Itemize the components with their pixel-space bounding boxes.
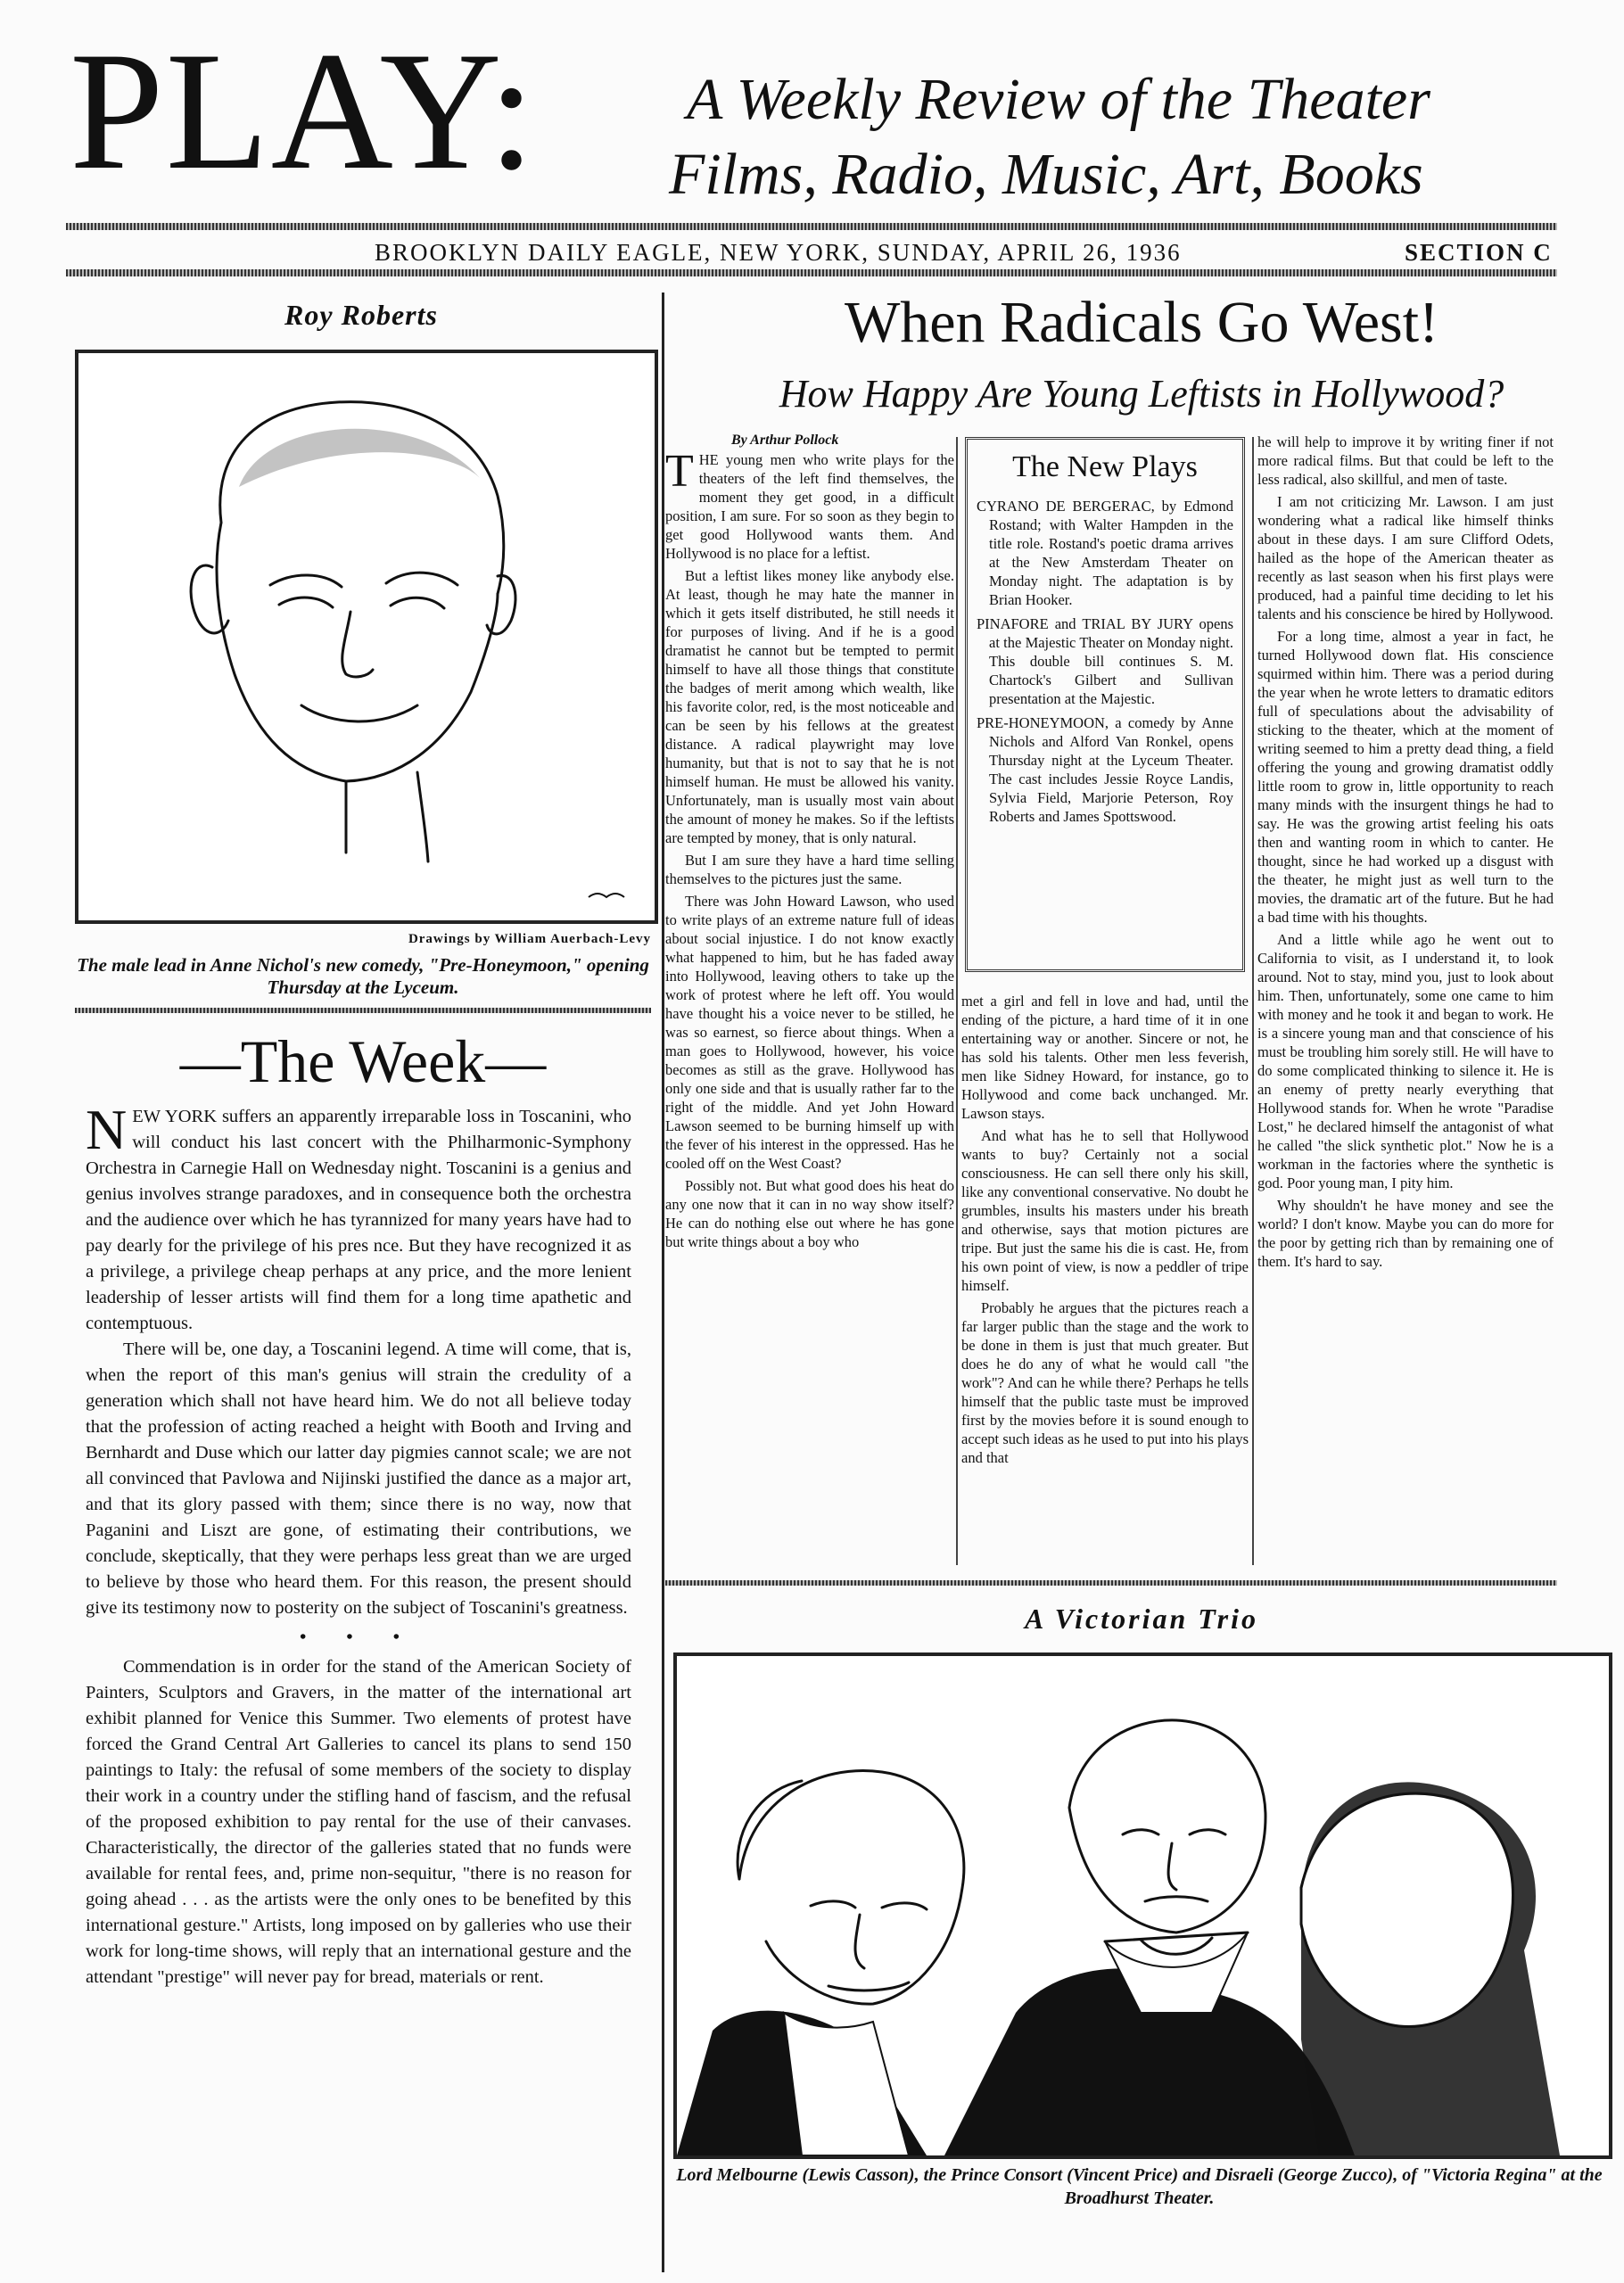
new-plays-item: CYRANO DE BERGERAC, by Edmond Rostand; with Walter Hampden in the title role. Rostand's poetic drama arrives at the New Amsterdam Theater on Monday night. The adaptation is by Brian Hooker. xyxy=(977,498,1233,608)
article-byline: By Arthur Pollock xyxy=(731,433,839,448)
week-paragraph-1 xyxy=(86,1098,631,1337)
week-body xyxy=(86,1098,631,1990)
article-column-3 xyxy=(1257,433,1554,1274)
new-plays-title: The New Plays xyxy=(1012,450,1198,483)
new-plays-box xyxy=(965,437,1245,972)
victorian-trio-sketch xyxy=(677,1656,1609,2155)
section-label: SECTION C xyxy=(1405,239,1553,266)
article-column-2 xyxy=(961,992,1249,1471)
week-title: —The Week— xyxy=(179,1027,547,1095)
article-column-rule xyxy=(956,437,958,1565)
portrait-drawing xyxy=(75,350,658,924)
article-col1-para: But I am sure they have a hard time selling themselves to the pictures just the same. xyxy=(665,852,954,887)
portrait-title: Roy Roberts xyxy=(284,299,438,331)
article-column-1 xyxy=(665,446,954,1255)
week-paragraph-2: There will be, one day, a Toscanini legend. A time will come, that is, when the report of this man's genius will strain the credulity of a generation which shall not have heard him. We do not all believe today that the profession of acting reached a height with Booth and Irving and Bernhardt and Duse which our latter day pigmies cannot scale; we are not all convinced that Pavlowa and Nijinski justified the dance as a major art, and that its glory passed with them; since there is no way, now that Paganini and Liszt are gone, of estimating their contributions, we conclude, skeptically, that they were perhaps less great than we are urged to believe by those who heard them. For this reason, the present should give its testimony now to posterity on the subject of Toscanini's greatness. xyxy=(86,1339,631,1618)
masthead-title: PLAY: xyxy=(70,18,538,205)
article-col3-para: For a long time, almost a year in fact, he turned Hollywood down flat. His conscience squirmed within him. There was a period during the year when he wrote letters to dramatic editors full of speculations about the advisability of sticking to the theater, which at the moment of writing seemed to him a pretty dead thing, a field offering the young and growing dramatist oddly little room to grow in, little opportunity to reach many minds with the insurgent things he had to say. He was the growing artist feeling his oats then and wanting room in which to canter. He thought, since he had worked up a disgust with the theater, he might just as well turn to the movies, the dramatic art of the future. But he had a bad time with his thoughts. xyxy=(1257,628,1554,926)
masthead-subtitle-line1: A Weekly Review of the Theater xyxy=(687,67,1430,132)
new-plays-item: PINAFORE and TRIAL BY JURY opens at the Majestic Theater on Monday night. This double bill continues S. M. Chartock's Gilbert and Sullivan presentation at the Majestic. xyxy=(977,615,1233,707)
section-separator: • • • xyxy=(300,1628,417,1647)
dateline: BROOKLYN DAILY EAGLE, NEW YORK, SUNDAY, APRIL 26, 1936 xyxy=(375,239,1182,266)
article-headline: When Radicals Go West! xyxy=(844,290,1439,355)
roy-roberts-sketch xyxy=(78,353,655,920)
left-column-rule xyxy=(75,1008,651,1013)
article-col2-para: And what has he to sell that Hollywood wants to buy? Certainly not a social consciousness. He can sell there only his skill, like any conventional conservative. No doubt he grumbles, insults his masters under his breath and otherwise, says that motion pictures are tripe. But just the same his die is cast. He, from his own point of view, is now a peddler of tripe himself. xyxy=(961,1127,1249,1294)
portrait-caption: The male lead in Anne Nichol's new comedy, "Pre-Honeymoon," opening Thursday at the Lyceum. xyxy=(77,954,649,998)
article-subhead: How Happy Are Young Leftists in Hollywood? xyxy=(779,372,1504,416)
week-paragraph-3: Commendation is in order for the stand of the American Society of Painters, Sculptors and Gravers, in the matter of the international art exhibit planned for Venice this Summer. Two elements of protest have forced the Grand Central Art Galleries to cancel its plans to send 150 paintings to Italy: the refusal of some members of the society to display their work in a country under the stifling hand of fascism, and the refusal of the proposed exhibition to pay rental for the use of their canvases. Characteristically, the director of the galleries stated that no funds were available for rental fees, and, prime non-sequitur, "there is no reason for going ahead . . . as the artists were the only ones to be benefited by this international gesture." Artists, long imposed on by galleries who use their work for long-time shows, will reply that an international gesture and the attendant "prestige" will never pay for bread, materials or rent. xyxy=(86,1657,631,1987)
column-divider xyxy=(662,293,664,2272)
article-dropcap: T xyxy=(665,446,694,497)
article-col1-para: Possibly not. But what good does his heat do any one now that it can in no way show itself? He can do nothing else out where he has gone but write things about a boy who xyxy=(665,1177,954,1250)
article-col2-para: Probably he argues that the pictures reach a far larger public than the stage and the work to be done in them is just that much greater. But does he do any of what he would call "the work"? And can he while there? Perhaps he tells himself that the public taste must be improved first by the movies before it is sound enough to accept such ideas as he used to put into his plays and that xyxy=(961,1299,1249,1466)
masthead-rule-bottom xyxy=(66,269,1557,276)
article-col3-para: And a little while ago he went out to California to visit, as I understand it, to look around. Not to stay, mind you, just to look about him. Then, unfortunately, some one came to him with money and he took it and began to work. He is a sincere young man and that conscience of his must be troubling him sorely still. He will have to do some complicated thinking to silence it. He is an enemy of pretty nearly everything that Hollywood stands for. When he wrote "Paradise Lost," he declared himself the antagonist of what he called "the slick synthetic plot." Now he is a workman in the factories where the synthetic is god. Poor young man, I pity him. xyxy=(1257,931,1554,1191)
week-paragraph-1-text: EW YORK suffers an apparently irreparable loss in Toscanini, who will conduct his last concert with the Philharmonic-Symphony Orchestra in Carnegie Hall on Wednesday night. Toscanini is a genius and genius involves strange paradoxes, and in consequence both the orchestra and the audience over which he has tyrannized for many years have had to pay dearly for the privilege of his pres nce. But they have recognized it as a privilege, a privilege cheap perhaps at any price, and the more lenient leadership of lesser artists will find them for a long time apathetic and contemptuous. xyxy=(86,1107,631,1333)
masthead-subtitle-line2: Films, Radio, Music, Art, Books xyxy=(669,142,1423,207)
article-col3-para: I am not criticizing Mr. Lawson. I am just wondering what a radical like himself thinks about in these days. I am sure Clifford Odets, hailed as the hope of the American theater as recently as last season when his first plays were produced, had a painful time deciding to let his talents and his conscience be hired by Hollywood. xyxy=(1257,493,1554,622)
article-bottom-rule xyxy=(665,1580,1557,1586)
article-column-rule xyxy=(1252,437,1254,1565)
article-col1-para: There was John Howard Lawson, who used to write plays of an extreme nature full of ideas about social injustice. I do not know exactly what happened to him, but he has faded away into Hollywood, leaving others to take up the work of protest where he left off. You would have thought his a voice never to be stilled, he was so earnest, so fierce about things. When a man goes to Hollywood, however, his voice becomes as still as the grave. Hollywood has only one side and that is usually rather far to the right of the middle. And yet John Howard Lawson seemed to be burning himself up with the fever of his interest in the oppressed. Has he cooled off on the West Coast? xyxy=(665,893,954,1172)
trio-title: A Victorian Trio xyxy=(1025,1603,1258,1635)
trio-drawing xyxy=(673,1652,1612,2159)
article-col3-para: he will help to improve it by writing finer if not more radical films. But that could be left to the less radical, also skillful, and men of taste. xyxy=(1257,433,1554,488)
masthead-rule-top xyxy=(66,223,1557,230)
trio-caption: Lord Melbourne (Lewis Casson), the Prince Consort (Vincent Price) and Disraeli (George Zucco), of "Victoria Regina" at the Broadhurst Theater. xyxy=(676,2165,1603,2208)
portrait-credit: Drawings by William Auerbach-Levy xyxy=(408,932,651,946)
article-col3-para: Why shouldn't he have money and see the world? I don't know. Maybe you can do more for the poor by getting rich than by remaining one of them. It's hard to say. xyxy=(1257,1197,1554,1270)
article-col1-para: But a leftist likes money like anybody else. At least, though he may hate the manner in which it gets itself distributed, he still needs it for purposes of living. And if he is a good dramatist he cannot but be tempted to permit himself to have all those things that constitute the badges of merit among which wealth, like his favorite color, red, is the most noticeable and can be seen by his fellows at the greatest distance. A radical playwright may love humanity, but that is not to say that he is not himself human. He must be allowed his vanity. Unfortunately, man is usually most vain about the amount of money he makes. So if the leftists are tempted by money, that is only natural. xyxy=(665,567,954,846)
week-dropcap: N xyxy=(86,1098,128,1161)
article-col1-para: HE young men who write plays for the theaters of the left find themselves, the moment they get good, in a difficult position, I am sure. For so soon as they begin to get good Hollywood wants them. And Hollywood is no place for a leftist. xyxy=(665,451,954,562)
artist-signature xyxy=(589,894,624,897)
new-plays-item: PRE-HONEYMOON, a comedy by Anne Nichols and Alford Van Ronkel, opens Thursday night at the Lyceum Theater. The cast includes Jessie Royce Landis, Sylvia Field, Marjorie Peterson, Roy Roberts and James Spottswood. xyxy=(977,714,1233,825)
article-col2-para: met a girl and fell in love and had, until the ending of the picture, a hard time of it in one entertaining way or another. Sincere or not, he has sold his talents. Other men less feverish, men like Sidney Howard, for instance, go to Hollywood and come back unchanged. Mr. Lawson stays. xyxy=(961,993,1249,1122)
